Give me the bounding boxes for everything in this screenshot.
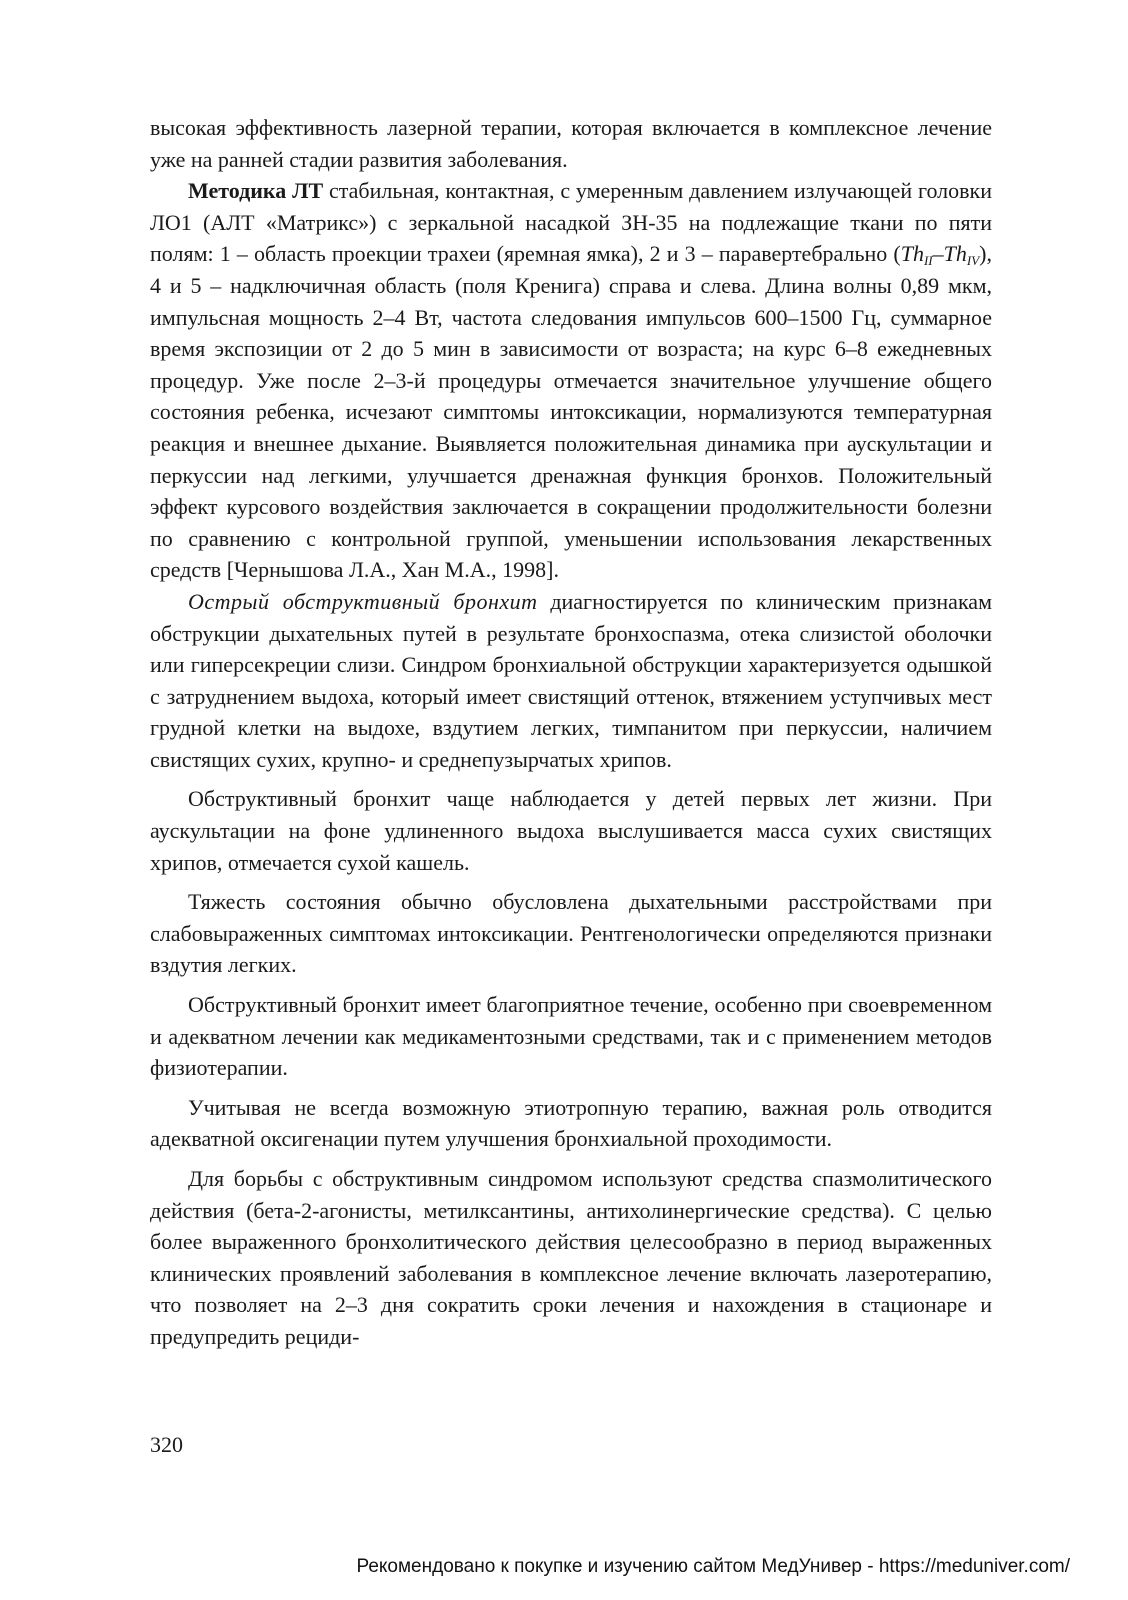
paragraph-course-text: Обструктивный бронхит имеет благоприятное течение, особенно при своевременном и адекватном лечении как медикаментозными средствами, так и с применением методов физиотерапии. — [150, 992, 992, 1081]
paragraph-oxygenation — [150, 1092, 992, 1155]
paragraph-course — [150, 989, 992, 1084]
paragraph-acute-bronchitis — [150, 586, 992, 776]
paragraph-severity — [150, 886, 992, 981]
th-label-2: Th — [943, 241, 967, 267]
paragraph-treatment — [150, 1163, 992, 1353]
method-text-b: ), 4 и 5 – надключичная область (поля Кренига) справа и слева. Длина волны 0,89 мкм, импульсная мощность 2–4 Вт, частота следования импульсов 600–1500 Гц, суммарное время экспозиции от 2 до 5 мин в зависимости от возраста; на курс 6–8 ежедневных процедур. Уже после 2–3-й процедуры отмечается значительное улучшение общего состояния ребенка, исчезают симптомы интоксикации, нормализуются температурная реакция и внешнее дыхание. Выявляется положительная динамика при аускультации и перкуссии над легкими, улучшается дренажная функция бронхов. Положительный эффект курсового воздействия заключается в сокращении продолжительности болезни по сравнению с контрольной группой, уменьшении использования лекарственных средств [Чернышова Л.А., Хан М.А., 1998]. — [150, 241, 992, 583]
th-sub-2: IV — [966, 253, 980, 269]
paragraph-intro — [150, 112, 992, 175]
paragraph-treatment-text: Для борьбы с обструктивным синдромом используют средства спазмолитического действия (бета-2-агонисты, метилксантины, антихолинергические средства). С целью более выраженного бронхолитического действия целесообразно в период выраженных клинических проявлений заболевания в комплексное лечение включать лазеротерапию, что позволяет на 2–3 дня сократить сроки лечения и нахождения в стационаре и предупредить рециди- — [150, 1166, 992, 1349]
paragraph-severity-text: Тяжесть состояния обычно обусловлена дыхательными расстройствами при слабовыраженных симптомах интоксикации. Рентгенологически определяются признаки вздутия легких. — [150, 889, 992, 978]
paragraph-children — [150, 783, 992, 878]
page-body — [150, 112, 992, 1353]
paragraph-oxygenation-text: Учитывая не всегда возможную этиотропную терапию, важная роль отводится адекватной оксигенации путем улучшения бронхиальной проходимости. — [150, 1094, 992, 1152]
paragraph-intro-text: высокая эффективность лазерной терапии, которая включается в комплексное лечение уже на ранней стадии развития заболевания. — [150, 115, 992, 172]
paragraph-children-text: Обструктивный бронхит чаще наблюдается у детей первых лет жизни. При аускультации на фоне удлиненного выдоха выслушивается масса сухих свистящих хрипов, отмечается сухой кашель. — [150, 786, 992, 875]
th-label-1: Th — [900, 241, 924, 267]
footer-watermark: Рекомендовано к покупке и изучению сайтом МедУнивер - https://meduniver.com/ — [356, 1556, 1070, 1577]
th-dash: – — [932, 241, 944, 267]
page-number: 320 — [150, 1432, 183, 1457]
method-text-a: стабильная, контактная, с умеренным давлением излучающей головки ЛО1 (АЛТ «Матрикс») с зеркальной насадкой ЗН-35 на подлежащие ткани по пяти полям: 1 – область проекции трахеи (яремная ямка), 2 и 3 – паравертебрально ( — [150, 178, 992, 267]
acute-bronchitis-term: Острый обструктивный бронхит — [188, 588, 538, 614]
acute-bronchitis-text: диагностируется по клиническим признакам обструкции дыхательных путей в результате бронхоспазма, отека слизистой оболочки или гиперсекреции слизи. Синдром бронхиальной обструкции характеризуется одышкой с затруднением выдоха, который имеет свистящий оттенок, втяжением уступчивых мест грудной клетки на выдохе, вздутием легких, тимпанитом при перкуссии, наличием свистящих сухих, крупно- и среднепузырчатых хрипов. — [150, 588, 992, 772]
th-sub-1: II — [923, 253, 933, 269]
paragraph-method — [150, 175, 992, 586]
method-heading: Методика ЛТ — [188, 178, 324, 204]
